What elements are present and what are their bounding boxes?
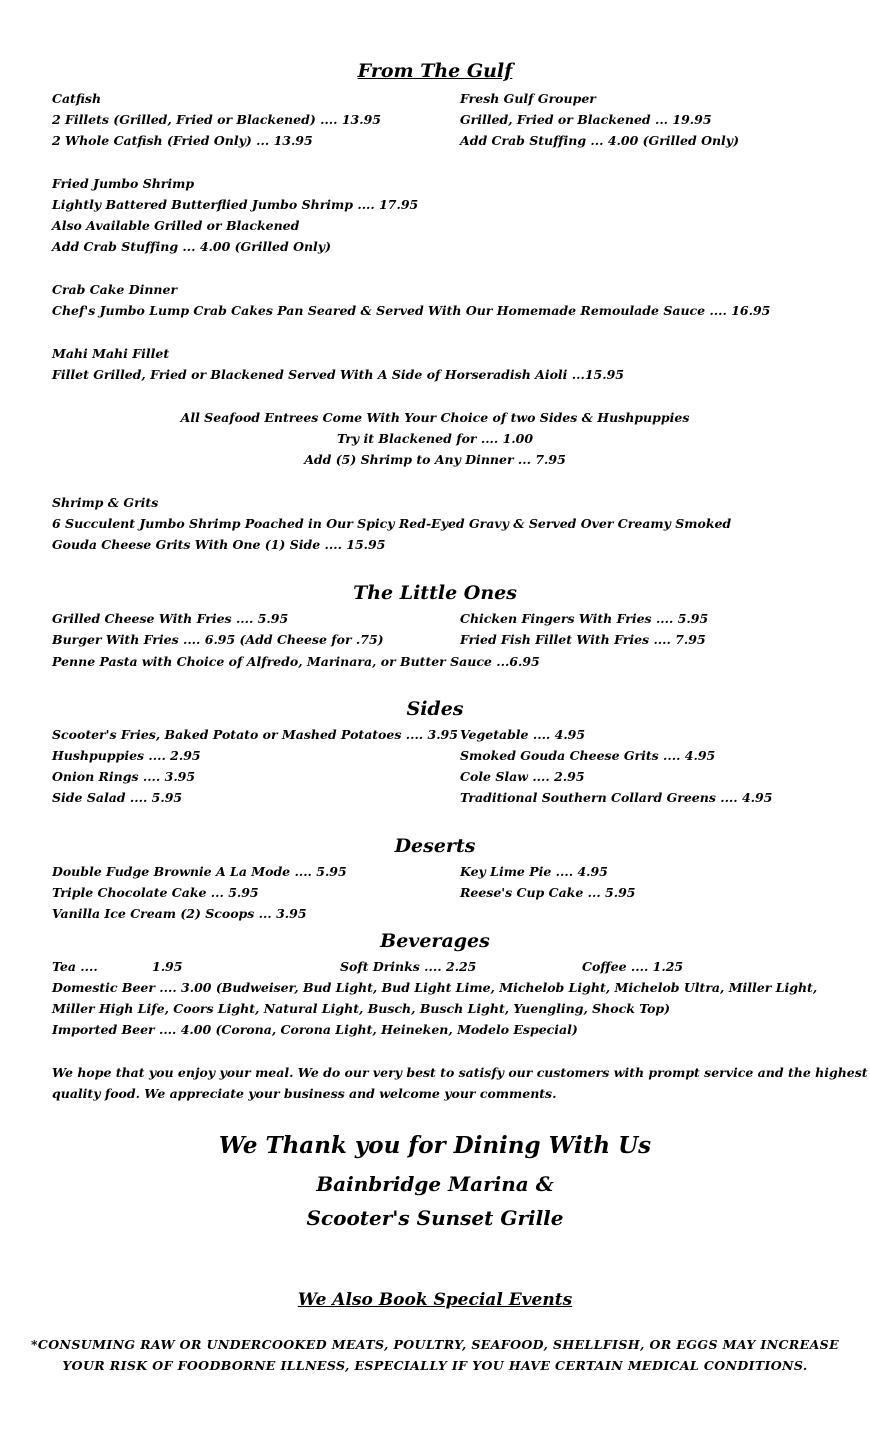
kids-item-burger: Burger With Fries .... 6.95 (Add Cheese for .75) [52,632,384,647]
kids-item-pasta: Penne Pasta with Choice of Alfredo, Marinara, or Butter Sauce ...6.95 [52,654,540,669]
dessert-item-chocolate-cake: Triple Chocolate Cake ... 5.95 [52,885,259,900]
beverage-tea-price: 1.95 [152,959,183,974]
side-item-onion-rings: Onion Rings .... 3.95 [52,769,196,784]
side-item-fries: Scooter's Fries, Baked Potato or Mashed Potatoes .... 3.95 [52,727,458,742]
dessert-item-brownie: Double Fudge Brownie A La Mode .... 5.95 [52,864,347,879]
catfish-fillets: 2 Fillets (Grilled, Fried or Blackened) .... 13.95 [52,112,381,127]
kids-item-fish-fillet: Fried Fish Fillet With Fries .... 7.95 [460,632,706,647]
shrimp-line3: Add Crab Stuffing ... 4.00 (Grilled Only) [52,239,331,254]
beverage-domestic-beer-list: Miller High Life, Coors Light, Natural Light, Busch, Busch Light, Yuengling, Shock Top) [52,1001,671,1016]
thank-you-heading: We Thank you for Dining With Us [218,1132,652,1159]
crabcake-title: Crab Cake Dinner [52,282,178,297]
grits-line1: 6 Succulent Jumbo Shrimp Poached in Our Spicy Red-Eyed Gravy & Served Over Creamy Smoked [52,516,732,531]
section-heading-gulf: From The Gulf [357,60,513,82]
side-item-collard-greens: Traditional Southern Collard Greens .... 4.95 [460,790,773,805]
beverage-soft-drinks: Soft Drinks .... 2.25 [340,959,477,974]
crabcake-line1: Chef's Jumbo Lump Crab Cakes Pan Seared & Served With Our Homemade Remoulade Sauce .... 16.95 [52,303,771,318]
beverage-tea-label: Tea .... [52,959,98,974]
food-safety-disclaimer-line-2: YOUR RISK OF FOODBORNE ILLNESS, ESPECIALLY IF YOU HAVE CERTAIN MEDICAL CONDITIONS. [62,1358,808,1373]
dessert-item-ice-cream: Vanilla Ice Cream (2) Scoops ... 3.95 [52,906,307,921]
section-heading-beverages: Beverages [380,930,490,952]
message-line-1: We hope that you enjoy your meal. We do our very best to satisfy our customers with prompt service and the highest [52,1065,868,1080]
seafood-note-sides: All Seafood Entrees Come With Your Choice of two Sides & Hushpuppies [180,410,690,425]
seafood-note-blackened: Try it Blackened for .... 1.00 [336,431,534,446]
section-heading-little-ones: The Little Ones [353,582,517,604]
grouper-line2: Add Crab Stuffing ... 4.00 (Grilled Only) [460,133,739,148]
grits-title: Shrimp & Grits [52,495,159,510]
section-heading-sides: Sides [406,698,464,720]
dessert-item-key-lime: Key Lime Pie .... 4.95 [460,864,608,879]
special-events-note: We Also Book Special Events [297,1290,573,1310]
side-item-salad: Side Salad .... 5.95 [52,790,183,805]
beverage-coffee: Coffee .... 1.25 [582,959,684,974]
kids-item-chicken-fingers: Chicken Fingers With Fries .... 5.95 [460,611,709,626]
side-item-grits: Smoked Gouda Cheese Grits .... 4.95 [460,748,716,763]
message-line-2: quality food. We appreciate your business and welcome your comments. [52,1086,557,1101]
side-item-cole-slaw: Cole Slaw .... 2.95 [460,769,585,784]
side-item-vegetable: Vegetable .... 4.95 [460,727,586,742]
business-name-grille: Scooter's Sunset Grille [306,1206,564,1230]
section-heading-deserts: Deserts [394,835,476,857]
beverage-domestic-beer: Domestic Beer .... 3.00 (Budweiser, Bud Light, Bud Light Lime, Michelob Light, Michelob Ultra, Miller Light, [52,980,818,995]
mahi-line1: Fillet Grilled, Fried or Blackened Served With A Side of Horseradish Aioli ...15.95 [52,367,624,382]
catfish-whole: 2 Whole Catfish (Fried Only) ... 13.95 [52,133,313,148]
catfish-title: Catfish [52,91,102,106]
shrimp-line2: Also Available Grilled or Blackened [52,218,300,233]
kids-item-grilled-cheese: Grilled Cheese With Fries .... 5.95 [52,611,289,626]
grouper-line1: Grilled, Fried or Blackened ... 19.95 [460,112,712,127]
beverage-imported-beer: Imported Beer .... 4.00 (Corona, Corona Light, Heineken, Modelo Especial) [52,1022,578,1037]
side-item-hushpuppies: Hushpuppies .... 2.95 [52,748,201,763]
mahi-title: Mahi Mahi Fillet [52,346,170,361]
business-name-marina: Bainbridge Marina & [316,1172,554,1196]
shrimp-line1: Lightly Battered Butterflied Jumbo Shrimp .... 17.95 [52,197,419,212]
seafood-note-shrimp: Add (5) Shrimp to Any Dinner ... 7.95 [304,452,566,467]
shrimp-title: Fried Jumbo Shrimp [52,176,195,191]
grits-line2: Gouda Cheese Grits With One (1) Side .... 15.95 [52,537,386,552]
dessert-item-reeses: Reese's Cup Cake ... 5.95 [460,885,636,900]
grouper-title: Fresh Gulf Grouper [460,91,596,106]
food-safety-disclaimer-line-1: *CONSUMING RAW OR UNDERCOOKED MEATS, POULTRY, SEAFOOD, SHELLFISH, OR EGGS MAY INCREASE [30,1337,840,1352]
